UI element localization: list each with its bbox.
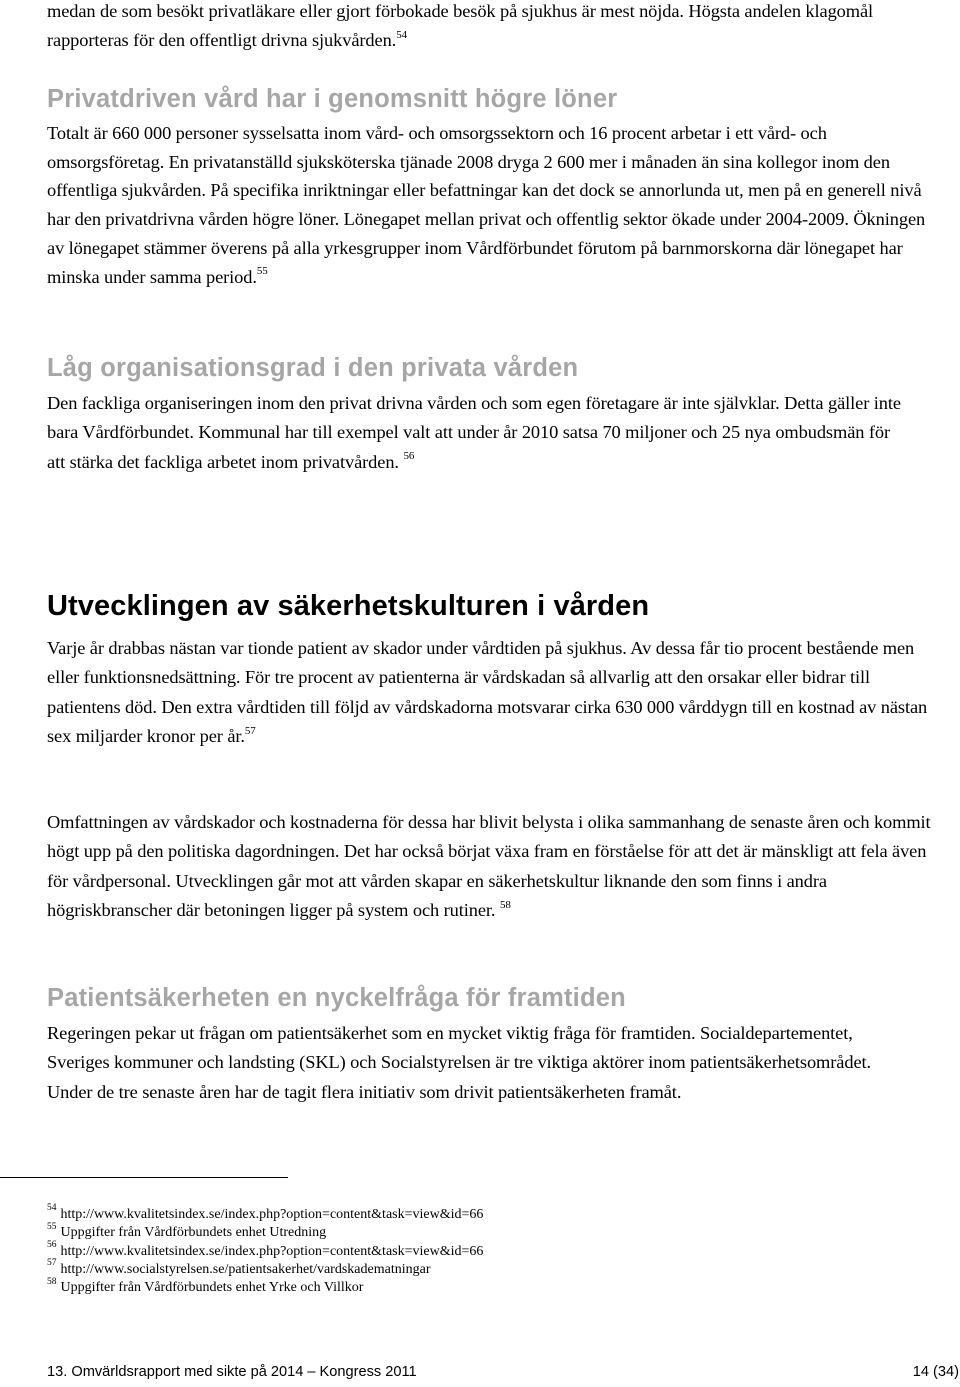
footnote-divider: [0, 1177, 288, 1178]
chapter-paragraph-1-block: [47, 634, 937, 751]
section-organisation-body: [47, 389, 907, 477]
footnote-ref-54: 54: [396, 29, 407, 42]
footnote-ref-57: 57: [244, 724, 256, 737]
footer-page-number: 14 (34): [912, 1364, 959, 1380]
section-heading-wages: Privatdriven vård har i genomsnitt högre löner: [47, 85, 618, 113]
chapter-text-1: Varje år drabbas nästan var tionde patient av skador under vårdtiden på sjukhus. Av dessa får tio procent bestående men eller funktionsnedsättning. För tre procent av patienterna är vårdskadan så allvarlig att den orsakar eller bidrar till patientens död. Den extra vårdtiden till följd av vårdskadorna motsvarar cirka 630 000 vårddygn till en kostnad av nästan sex miljarder kronor per år.: [47, 638, 928, 746]
chapter-paragraph-1: [47, 634, 937, 751]
chapter-paragraph-2: [47, 808, 937, 925]
footnote-number: 57: [47, 1258, 57, 1269]
intro-paragraph: [47, 0, 927, 56]
section-heading-organisation: Låg organisationsgrad i den privata vården: [47, 354, 579, 382]
intro-paragraph-block: [47, 0, 927, 56]
chapter-text-2: Omfattningen av vårdskador och kostnaderna för dessa har blivit belysta i olika sammanhang de senaste åren och kommit högt upp på den politiska dagordningen. Det har också börjat växa fram en förståelse för att det är mänskligt att fela även för vårdpersonal. Utvecklingen går mot att vården skapar en säkerhetskultur liknande den som finns i andra högriskbranscher där betoningen ligger på system och rutiner.: [47, 812, 931, 920]
chapter-paragraph-2-block: [47, 808, 937, 925]
organisation-paragraph: [47, 389, 907, 477]
chapter-safety-culture: [47, 589, 937, 623]
patient-safety-paragraph: Regeringen pekar ut frågan om patientsäkerhet som en mycket viktig fråga för framtiden. Socialdepartementet, Sveriges kommuner och landsting (SKL) och Socialstyrelsen är tre viktiga aktörer inom patientsäkerhetsområdet. Under de tre senaste åren har de tagit flera initiativ som drivit patientsäkerheten framåt.: [47, 1023, 872, 1102]
intro-text: medan de som besökt privatläkare eller gjort förbokade besök på sjukhus är mest nöjda. Högsta andelen klagomål rapporteras för den offentligt drivna sjukvården.: [47, 1, 874, 51]
footnote-text: Uppgifter från Vårdförbundets enhet Utredning: [60, 1225, 327, 1241]
footnotes: [47, 1203, 917, 1297]
section-patient-safety-body: [47, 1019, 917, 1107]
footnote-text: http://www.kvalitetsindex.se/index.php?option=content&task=view&id=66: [60, 1243, 484, 1259]
section-wages: [47, 84, 937, 114]
footnote-item: [47, 1276, 917, 1297]
chapter-heading: Utvecklingen av säkerhetskulturen i vården: [47, 590, 650, 622]
footnote-ref-56: 56: [403, 450, 415, 463]
section-patient-safety: [47, 983, 937, 1013]
footnote-item: [47, 1258, 917, 1279]
footnote-text: http://www.kvalitetsindex.se/index.php?option=content&task=view&id=66: [60, 1207, 484, 1222]
footnote-item: [47, 1221, 917, 1242]
footer-title: 13. Omvärldsrapport med sikte på 2014 – Kongress 2011: [47, 1364, 417, 1380]
footnote-number: 54: [47, 1203, 57, 1214]
footnote-number: 58: [47, 1276, 57, 1287]
footnote-number: 56: [47, 1239, 57, 1250]
footnote-number: 55: [47, 1221, 57, 1232]
footnote-ref-58: 58: [499, 898, 511, 911]
footnote-item: [47, 1239, 917, 1261]
section-organisation: [47, 353, 937, 383]
footnote-text: http://www.socialstyrelsen.se/patientsakerhet/vardskadematningar: [60, 1261, 431, 1277]
section-wages-body: [47, 119, 927, 291]
footnote-ref-55: 55: [256, 265, 268, 278]
wages-text: Totalt är 660 000 personer sysselsatta inom vård- och omsorgssektorn och 16 procent arbetar i ett vård- och omsorgsföretag. En privatanställd sjuksköterska tjänade 2008 dryga 2 600 mer i månaden än sina kollegor inom den offentliga sjukvården. På specifika inriktningar eller befattningar kan det dock se annorlunda ut, men på en generell nivå har den privatdrivna vården högre löner. Lönegapet mellan privat och offentlig sektor ökade under 2004-2009. Ökningen av lönegapet stämmer överens på alla yrkesgrupper inom Vårdförbundet förutom på barnmorskorna där lönegapet har minska under samma period.: [47, 123, 926, 287]
organisation-text: Den fackliga organiseringen inom den privat drivna vården och som egen företagare är inte självklar. Detta gäller inte bara Vårdförbundet. Kommunal har till exempel valt att under år 2010 satsa 70 miljoner och 25 nya ombudsmän för att stärka det fackliga arbetet inom privatvården.: [47, 393, 901, 472]
footnote-item: [47, 1203, 917, 1224]
footnote-text: Uppgifter från Vårdförbundets enhet Yrke och Villkor: [60, 1280, 364, 1296]
section-heading-patient-safety: Patientsäkerheten en nyckelfråga för framtiden: [47, 984, 626, 1012]
wages-paragraph: [47, 119, 927, 291]
